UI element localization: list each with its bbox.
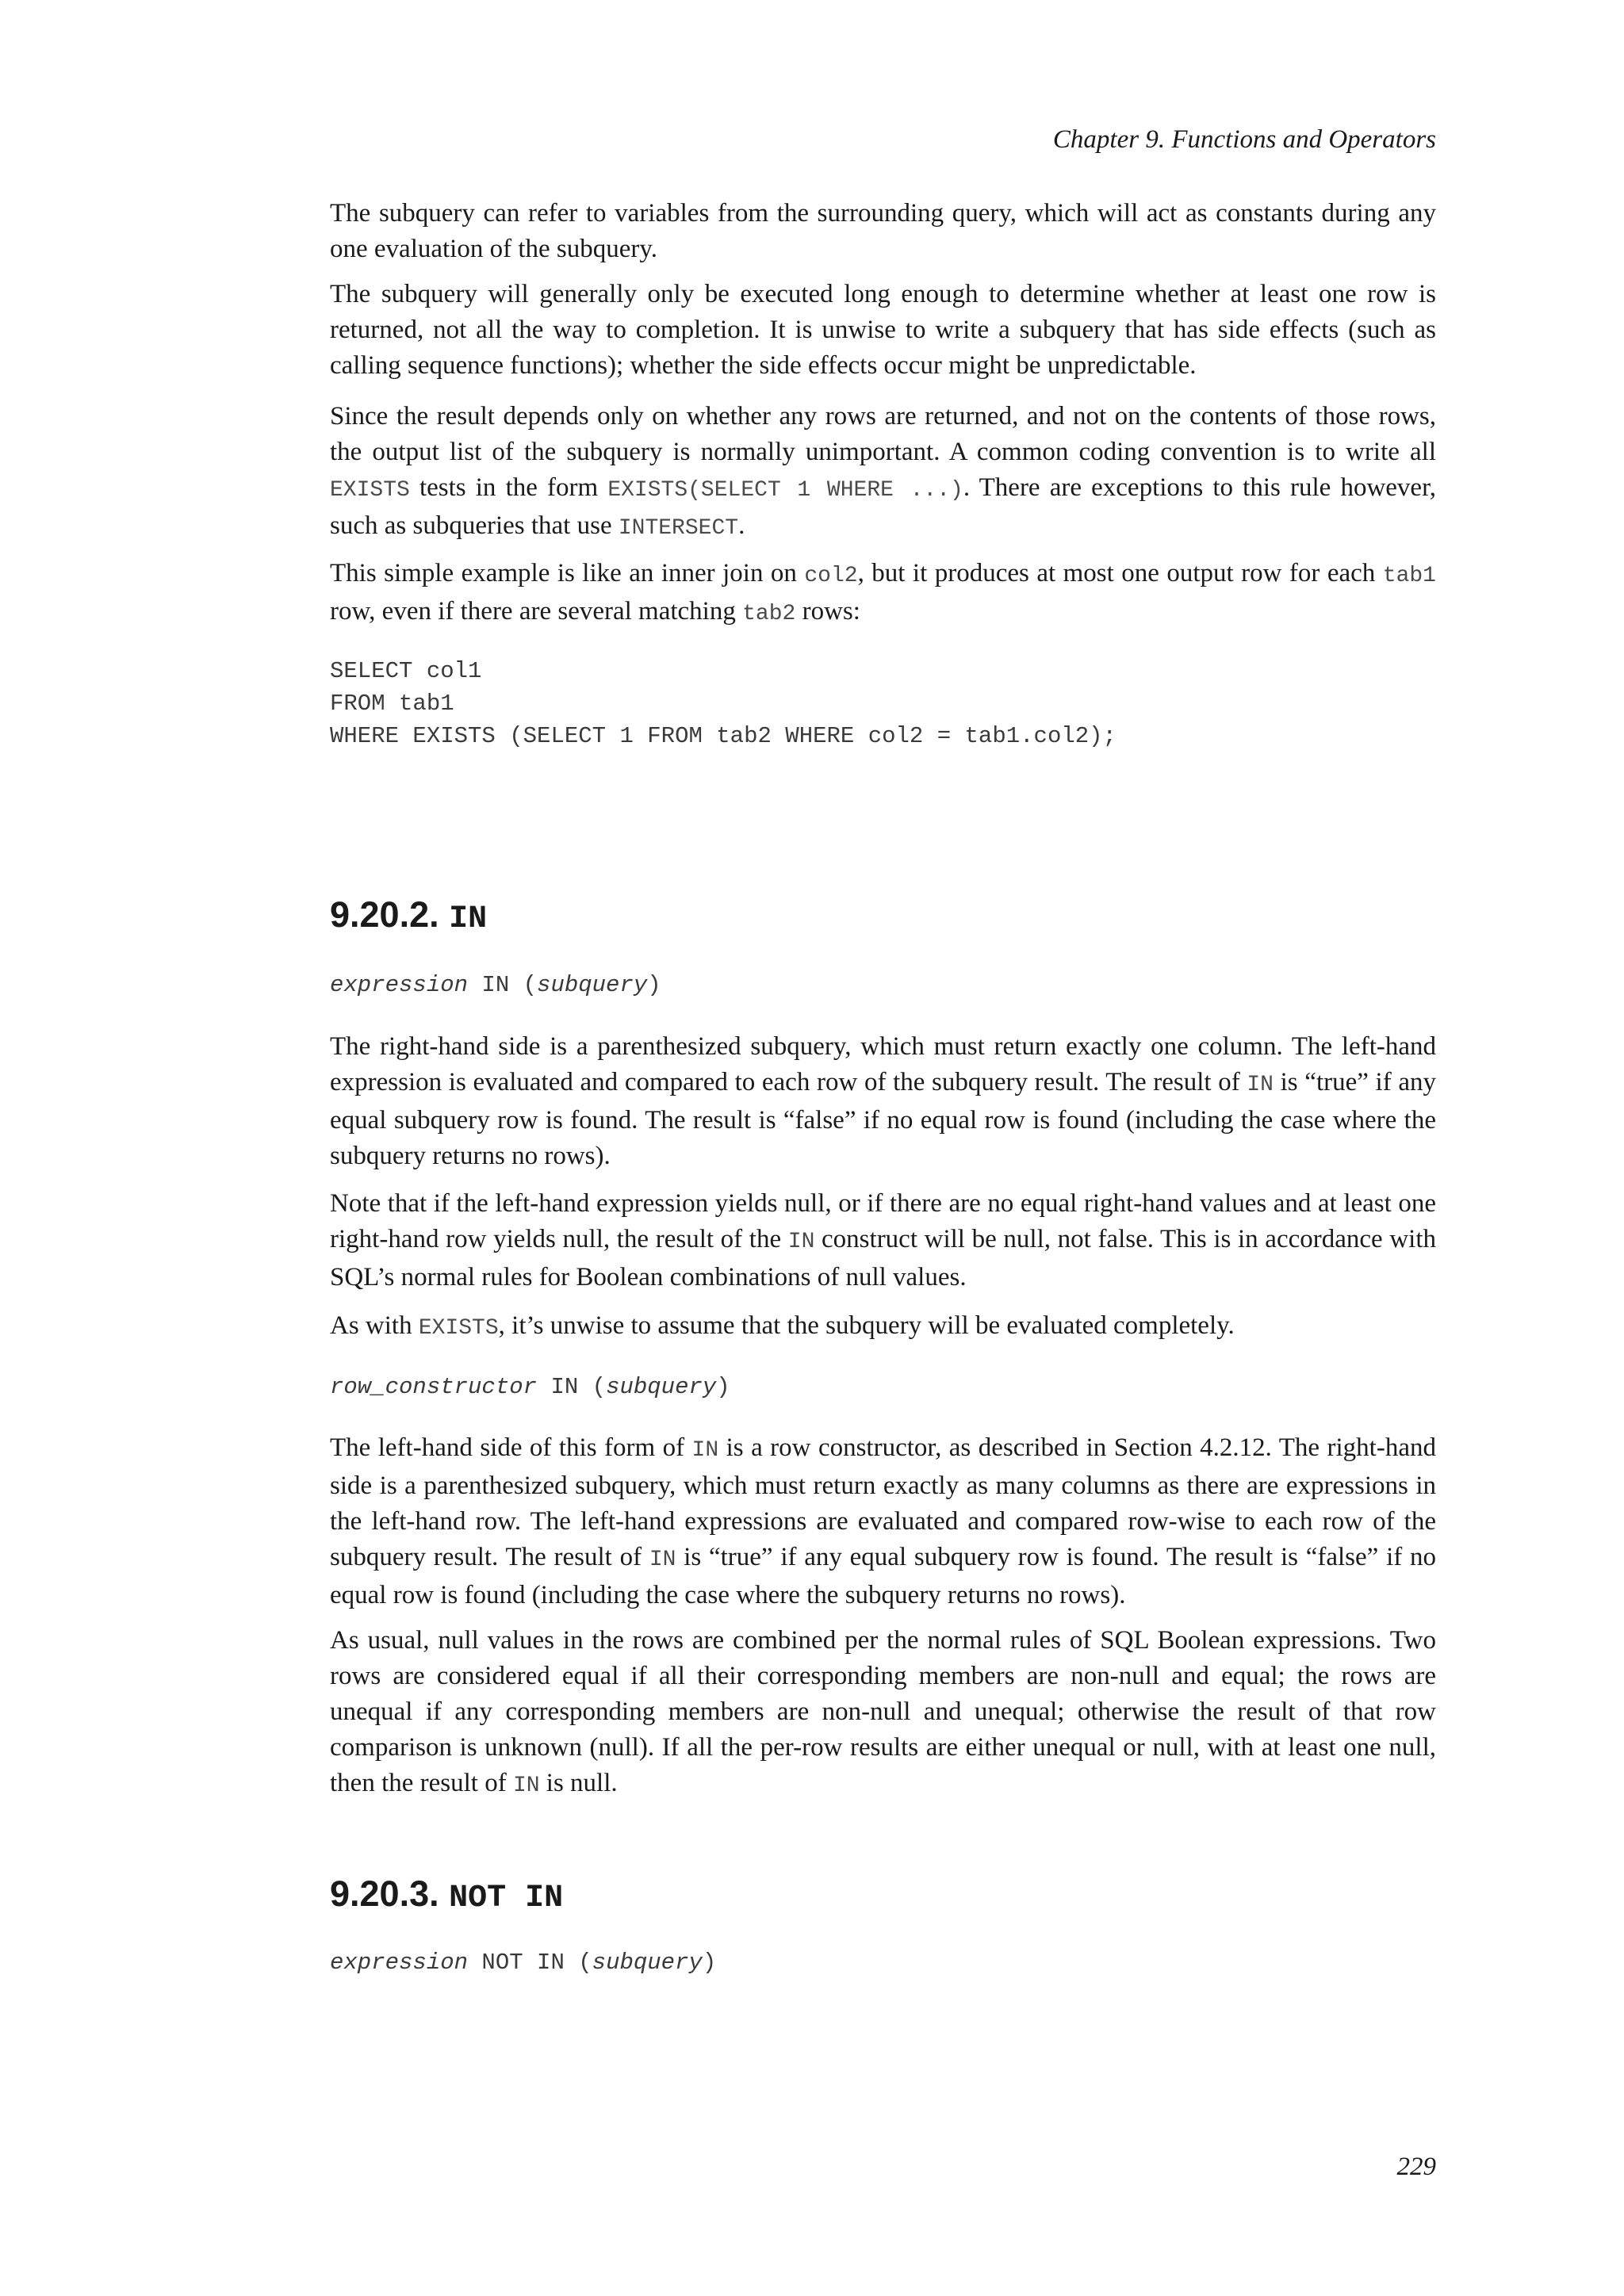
inline-code: IN	[1247, 1073, 1274, 1097]
synopsis-not-in: expression NOT IN (subquery)	[330, 1950, 717, 1976]
inline-code: tab2	[742, 602, 796, 626]
code-example: SELECT col1 FROM tab1 WHERE EXISTS (SELECT 1 FROM tab2 WHERE col2 = tab1.col2);	[330, 658, 1116, 749]
paragraph-output-list: Since the result depends only on whether any rows are returned, and not on the contents of those rows, the output list of the subquery is normally unimportant. A common coding convention is to write all EXISTS tests in the form EXISTS(SELECT 1 WHERE ...). There are exceptions to this rule however, such as subqueries that use INTERSECT.	[330, 402, 1436, 541]
synopsis-in: expression IN (subquery)	[330, 972, 661, 998]
paragraph-execution: The subquery will generally only be executed long enough to determine whether at least one row is returned, not all the way to completion. It is unwise to write a subquery that has side effects (such as calling sequence functions); whether the side effects occur might be unpredictable.	[330, 280, 1436, 380]
inline-code: IN	[691, 1438, 719, 1463]
inline-code: IN	[512, 1774, 540, 1798]
page-number: 229	[1396, 2152, 1436, 2181]
inline-code: IN	[649, 1548, 676, 1572]
inline-code: EXISTS	[330, 478, 410, 503]
inline-code: tab1	[1382, 564, 1436, 588]
inline-code: EXISTS	[418, 1316, 499, 1341]
paragraph-example-intro: This simple example is like an inner join on col2, but it produces at most one output row for each tab1 row, even if there are several matching tab2 rows:	[330, 559, 1436, 626]
section-heading-not-in: 9.20.3. NOT IN	[330, 1873, 564, 1916]
inline-code: EXISTS(SELECT 1 WHERE ...)	[607, 478, 963, 503]
inline-code: col2	[804, 564, 858, 588]
paragraph-outer-variables: The subquery can refer to variables from the surrounding query, which will act as constants during any one evaluation of the subquery.	[330, 199, 1436, 263]
paragraph-in-null: Note that if the left-hand expression yields null, or if there are no equal right-hand values and at least one right-hand row yields null, the result of the IN construct will be null, not false. This is in accordance with SQL’s normal rules for Boolean combinations of null values.	[330, 1189, 1436, 1292]
inline-code: IN	[787, 1230, 815, 1254]
inline-code: INTERSECT	[618, 516, 739, 541]
paragraph-in-exists: As with EXISTS, it’s unwise to assume that the subquery will be evaluated completely.	[330, 1311, 1235, 1341]
paragraph-row-constructor: The left-hand side of this form of IN is a row constructor, as described in Section 4.2.12. The right-hand side is a parenthesized subquery, which must return exactly as many columns as there are expressions in the left-hand row. The left-hand expressions are evaluated and compared row-wise to each row of the subquery result. The result of IN is “true” if any equal subquery row is found. The result is “false” if no equal row is found (including the case where the subquery returns no rows).	[330, 1433, 1436, 1609]
synopsis-row-in: row_constructor IN (subquery)	[330, 1374, 730, 1400]
running-header: Chapter 9. Functions and Operators	[1052, 125, 1436, 154]
section-heading-in: 9.20.2. IN	[330, 894, 488, 937]
paragraph-row-null: As usual, null values in the rows are combined per the normal rules of SQL Boolean expressions. Two rows are considered equal if all their corresponding members are non-null and equal; the rows are unequal if any corresponding members are non-null and unequal; otherwise the result of that row comparison is unknown (null). If all the per-row results are either unequal or null, with at least one null, then the result of IN is null.	[330, 1626, 1436, 1798]
paragraph-in-description: The right-hand side is a parenthesized subquery, which must return exactly one column. The left-hand expression is evaluated and compared to each row of the subquery result. The result of IN is “true” if any equal subquery row is found. The result is “false” if no equal row is found (including the case where the subquery returns no rows).	[330, 1032, 1437, 1170]
